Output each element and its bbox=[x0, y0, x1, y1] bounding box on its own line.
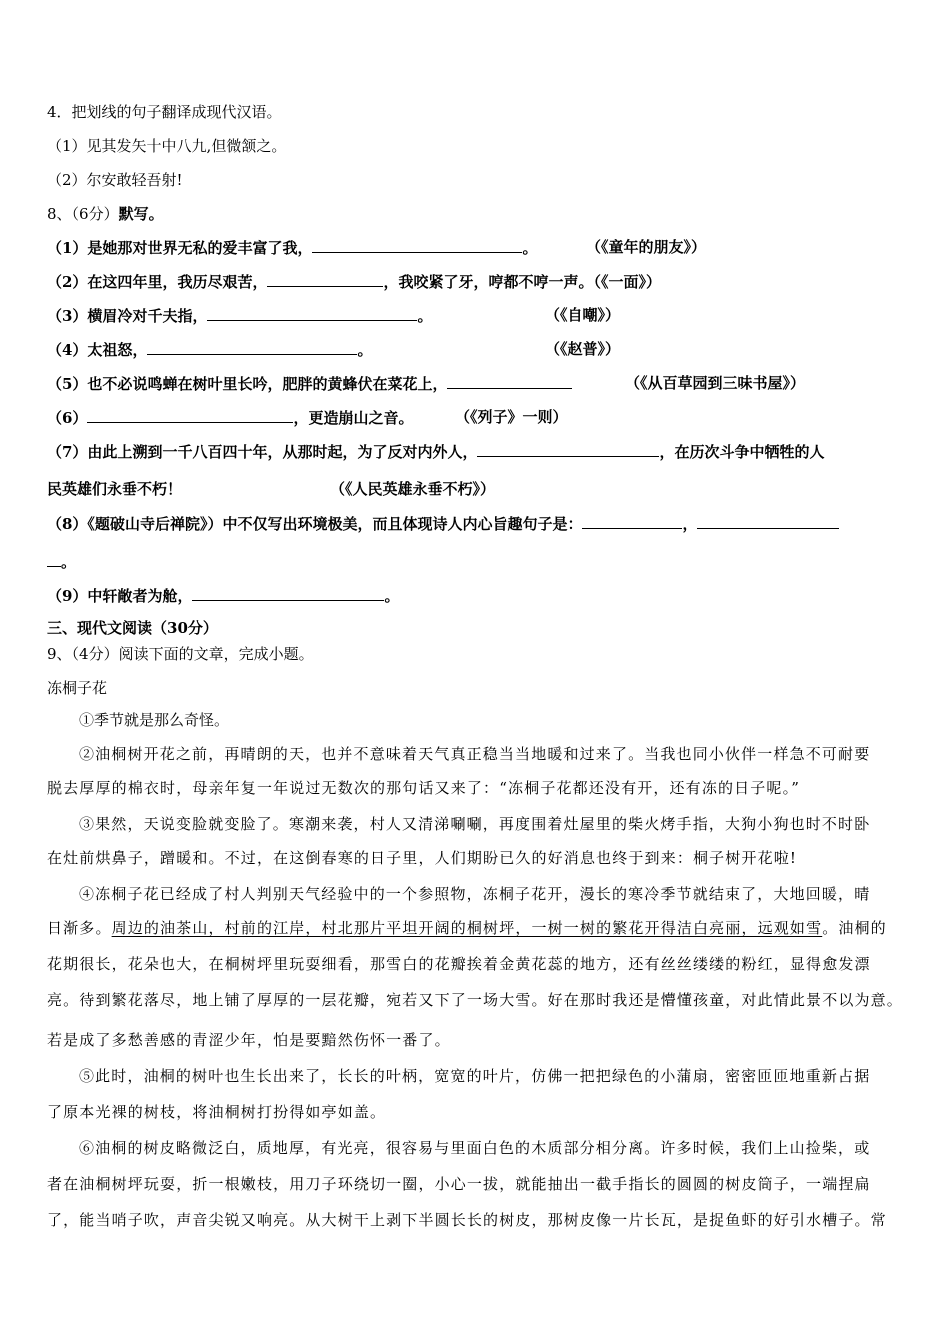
q8-line-4-text: （4）太祖怒， bbox=[47, 341, 148, 359]
q8-line-9-text: （9）中轩敞者为舱， bbox=[47, 587, 193, 605]
paragraph-4-line-5: 若是成了多愁善感的青涩少年，怕是要黯然伤怀一番了。 bbox=[47, 1031, 451, 1049]
q8-line-7-end: ，在历次斗争中牺牲的人 bbox=[659, 443, 825, 461]
underlined-sentence: 周边的油茶山，村前的江岸，村北那片平坦开阔的桐树坪，一树一树的繁花开得洁白亮丽，远观如雪 bbox=[111, 919, 823, 937]
paragraph-3-line-2: 在灶前烘鼻子，蹭暖和。不过，在这倒春寒的日子里，人们期盼已久的好消息也终于到来：桐子树开花啦! bbox=[47, 849, 798, 867]
q4-title: 4．把划线的句子翻译成现代汉语。 bbox=[47, 103, 282, 121]
section-3-title: 三、现代文阅读（30分） bbox=[47, 619, 218, 637]
q8-header-number: 8、（6分） bbox=[47, 205, 119, 223]
paragraph-4-line-4: 亮。待到繁花落尽，地上铺了厚厚的一层花瓣，宛若又下了一场大雪。好在那时我还是懵懂孩童，对此情此景不以为意。 bbox=[47, 991, 903, 1009]
fill-blank-2[interactable] bbox=[267, 271, 383, 287]
q8-line-3-text: （3）横眉冷对千夫指， bbox=[47, 307, 208, 325]
q8-line-4-source: （《赵普》） bbox=[545, 340, 621, 358]
q8-line-6 bbox=[47, 407, 413, 428]
fill-blank-8c[interactable] bbox=[47, 551, 61, 567]
q8-line-5 bbox=[47, 373, 572, 394]
fill-blank-8a[interactable] bbox=[582, 513, 682, 529]
q8-line-9 bbox=[47, 585, 399, 606]
article-title: 冻桐子花 bbox=[47, 679, 108, 697]
q8-line-6-text: （6） bbox=[47, 409, 88, 427]
q8-line-7 bbox=[47, 441, 824, 462]
q8-line-5-source: （《从百草园到三味书屋》） bbox=[625, 374, 806, 392]
fill-blank-5[interactable] bbox=[447, 373, 572, 389]
paragraph-4-line-2 bbox=[47, 918, 887, 938]
paragraph-5-line-2: 了原本光裸的树枝，将油桐树打扮得如亭如盖。 bbox=[47, 1103, 387, 1121]
q8-line-9-end: 。 bbox=[384, 587, 400, 605]
paragraph-1: ①季节就是那么奇怪。 bbox=[79, 711, 230, 729]
q8-line-7-cont: 民英雄们永垂不朽！ bbox=[47, 480, 183, 498]
q8-line-2-text: （2）在这四年里，我历尽艰苦， bbox=[47, 273, 268, 291]
paragraph-4-line-3: 花期很长，花朵也大，在桐树坪里玩耍细看，那雪白的花瓣挨着金黄花蕊的地方，还有丝丝缕缕的粉红，显得愈发漂 bbox=[47, 955, 871, 973]
q8-line-8-text: （8）《题破山寺后禅院》）中不仅写出环境极美，而且体现诗人内心旨趣句子是： bbox=[47, 515, 583, 533]
paragraph-6-line-3: 了，能当哨子吹，声音尖锐又响亮。从大树干上剥下半圆长长的树皮，那树皮像一片长瓦，是捉鱼虾的好引水槽子。常 bbox=[47, 1211, 887, 1229]
q8-line-6-end: ，更造崩山之音。 bbox=[293, 409, 414, 427]
paragraph-2-line-2: 脱去厚厚的棉衣时，母亲年复一年说过无数次的那句话又来了：“冻桐子花都还没有开，还有冻的日子呢。” bbox=[47, 779, 801, 797]
q8-header-title: 默写。 bbox=[118, 205, 164, 223]
q8-line-5-text: （5）也不必说鸣蝉在树叶里长吟，肥胖的黄蜂伏在菜花上， bbox=[47, 375, 448, 393]
paragraph-4-line-1: ④冻桐子花已经成了村人判别天气经验中的一个参照物，冻桐子花开，漫长的寒冷季节就结束了，大地回暖，晴 bbox=[79, 885, 871, 903]
q8-line-8-cont bbox=[47, 551, 76, 572]
fill-blank-4[interactable] bbox=[147, 339, 357, 355]
q4-item-1: （1）见其发矢十中八九,但微颔之。 bbox=[47, 137, 287, 155]
q8-line-6-source: （《列子》一则） bbox=[455, 408, 568, 426]
q8-line-4-end: 。 bbox=[357, 341, 373, 359]
q8-line-1-text: （1）是她那对世界无私的爱丰富了我， bbox=[47, 239, 313, 257]
q8-line-2 bbox=[47, 271, 661, 292]
q8-line-3-end: 。 bbox=[417, 307, 433, 325]
paragraph-4-line-2-end: 。油桐的 bbox=[822, 919, 887, 937]
paragraph-6-line-2: 者在油桐树坪玩耍，折一根嫩枝，用刀子环绕切一圈，小心一拔，就能抽出一截手指长的圆圆的树皮筒子，一端捏扁 bbox=[47, 1175, 871, 1193]
q8-line-4 bbox=[47, 339, 372, 360]
q8-line-8-end: 。 bbox=[61, 553, 77, 571]
q8-line-7-text: （7）由此上溯到一千八百四十年，从那时起，为了反对内外人， bbox=[47, 443, 478, 461]
q8-line-1-end: 。 bbox=[522, 239, 538, 257]
paragraph-5-line-1: ⑤此时，油桐的树叶也生长出来了，长长的叶柄，宽宽的叶片，仿佛一把把绿色的小蒲扇，密密匝匝地重新占据 bbox=[79, 1067, 871, 1085]
q8-line-7-source: （《人民英雄永垂不朽》） bbox=[330, 480, 496, 498]
q9-header: 9、（4分）阅读下面的文章，完成小题。 bbox=[47, 645, 314, 663]
q8-line-3 bbox=[47, 305, 432, 326]
q4-item-2: （2）尔安敢轻吾射! bbox=[47, 171, 183, 189]
fill-blank-9[interactable] bbox=[192, 585, 384, 601]
q8-line-1-source: （《童年的朋友》） bbox=[586, 238, 707, 256]
q8-line-8-comma: ， bbox=[682, 515, 698, 533]
fill-blank-7[interactable] bbox=[477, 441, 659, 457]
q8-line-8 bbox=[47, 513, 839, 534]
q8-line-2-end: ，我咬紧了牙，哼都不哼一声。（《一面》） bbox=[383, 273, 661, 291]
q8-header bbox=[47, 204, 164, 224]
q8-line-1 bbox=[47, 237, 537, 258]
fill-blank-1[interactable] bbox=[312, 237, 522, 253]
paragraph-2-line-1: ②油桐树开花之前，再晴朗的天，也并不意味着天气真正稳当当地暖和过来了。当我也同小伙伴一样急不可耐要 bbox=[79, 745, 871, 763]
fill-blank-3[interactable] bbox=[207, 305, 417, 321]
q8-line-3-source: （《自嘲》） bbox=[545, 306, 621, 324]
fill-blank-6[interactable] bbox=[87, 407, 293, 423]
paragraph-6-line-1: ⑥油桐的树皮略微泛白，质地厚，有光亮，很容易与里面白色的木质部分相分离。许多时候，我们上山捡柴，或 bbox=[79, 1139, 871, 1157]
paragraph-4-line-2-start: 日渐多。 bbox=[47, 919, 112, 937]
fill-blank-8b[interactable] bbox=[697, 513, 839, 529]
paragraph-3-line-1: ③果然，天说变脸就变脸了。寒潮来袭，村人又清涕唰唰，再度围着灶屋里的柴火烤手指，大狗小狗也时不时卧 bbox=[79, 815, 871, 833]
